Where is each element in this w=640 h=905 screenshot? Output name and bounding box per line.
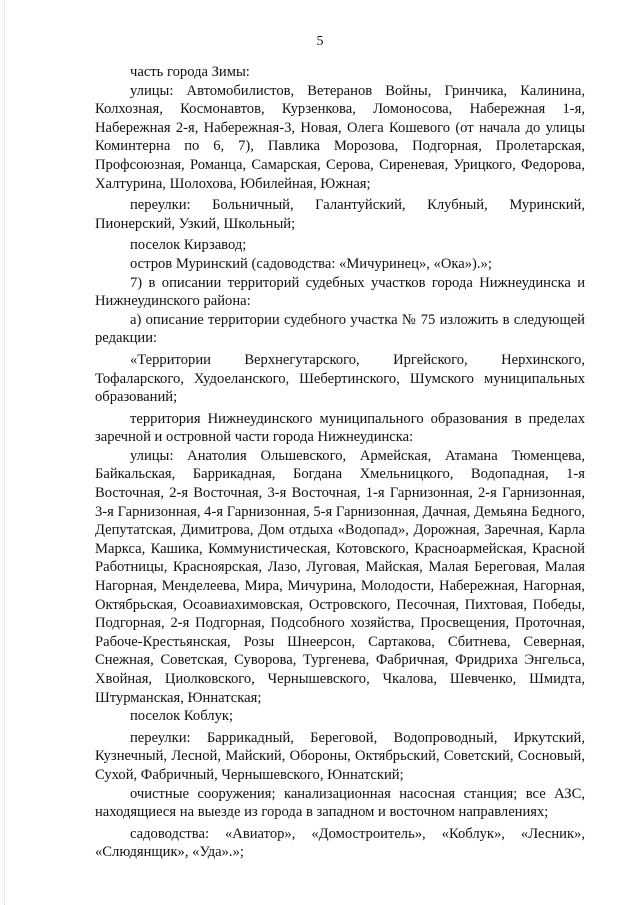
paragraph: поселок Коблук; — [130, 708, 234, 725]
paragraph: часть города Зимы: — [130, 64, 250, 80]
paragraph: а) описание территории судебного участка № 75 изложить в следующей редакции: — [95, 311, 585, 347]
paragraph: улицы: Автомобилистов, Ветеранов Войны, Гринчика, Калинина, Колхозная, Космонавтов, Курзенкова, Ломоносова, Набережная 1-я, Набережная 2-я, Набережная-3, Новая, Олега Кошевого (от начала до улицы Коминтерна по 6, 7), Павлика Морозова, Подгорная, Пролетарская, Профсоюзная, Романца, Самарская, Серова, Сиреневая, Урицкого, Федорова, Халтурина, Шолохова, Юбилейная, Южная; — [95, 82, 585, 192]
paragraph: переулки: Больничный, Галантуйский, Клубный, Муринский, Пионерский, Узкий, Школьный; — [95, 197, 585, 232]
scan-edge — [4, 0, 6, 905]
document-body — [95, 63, 585, 862]
paragraph: территория Нижнеудинского муниципального образования в пределах заречной и островной части города Нижнеудинска: — [95, 410, 585, 446]
paragraph: 7) в описании территорий судебных участков города Нижнеудинска и Нижнеудинского района: — [95, 274, 585, 310]
page-number: 5 — [316, 34, 324, 49]
paragraph: поселок Кирзавод; — [130, 237, 247, 254]
paragraph: очистные сооружения; канализационная насосная станция; все АЗС, находящиеся на выезде из города в западном и восточном направлениях; — [95, 785, 585, 821]
paragraph: остров Муринский (садоводства: «Мичуринец», «Ока»).»; — [130, 255, 492, 272]
paragraph: переулки: Баррикадный, Береговой, Водопроводный, Иркутский, Кузнечный, Лесной, Майский, Обороны, Октябрьский, Советский, Сосновый, Сухой, Фабричный, Чернышевского, Юннатский; — [95, 729, 585, 783]
paragraph: «Территории Верхнегутарского, Иргейского, Нерхинского, Тофаларского, Худоеланского, Шебертинского, Шумского муниципальных образований; — [95, 351, 585, 406]
paragraph: улицы: Анатолия Ольшевского, Армейская, Атамана Тюменцева, Байкальская, Баррикадная, Богдана Хмельницкого, Водопадная, 1-я Восточная, 2-я Восточная, 3-я Восточная, 1-я Гарнизонная, 2-я Гарнизонная, 3-я Гарнизонная, 4-я Гарнизонная, 5-я Гарнизонная, Дачная, Демьяна Бедного, Депутатская, Димитрова, Дом отдыха «Водопад», Дорожная, Заречная, Карла Маркса, Кашика, Коммунистическая, Котовского, Красноармейская, Красной Работницы, Красноярская, Лазо, Луговая, Майская, Малая Береговая, Малая Нагорная, Менделеева, Мира, Мичурина, Молодости, Набережная, Нагорная, Октябрьская, Осоавиахимовская, Островского, Песочная, Пихтовая, Победы, Подгорная, 2-я Подгорная, Подсобного хозяйства, Просвещения, Проточная, Рабоче-Крестьянская, Розы Шнеерсон, Сартакова, Сбитнева, Северная, Снежная, Советская, Суворова, Тургенева, Фабричная, Фридриха Энгельса, Хвойная, Циолковского, Чернышевского, Чкалова, Шевченко, Шмидта, Штурманская, Юннатская; — [95, 447, 585, 706]
paragraph: садоводства: «Авиатор», «Домостроитель», «Коблук», «Лесник», «Слюдянщик», «Уда».»; — [95, 825, 585, 861]
